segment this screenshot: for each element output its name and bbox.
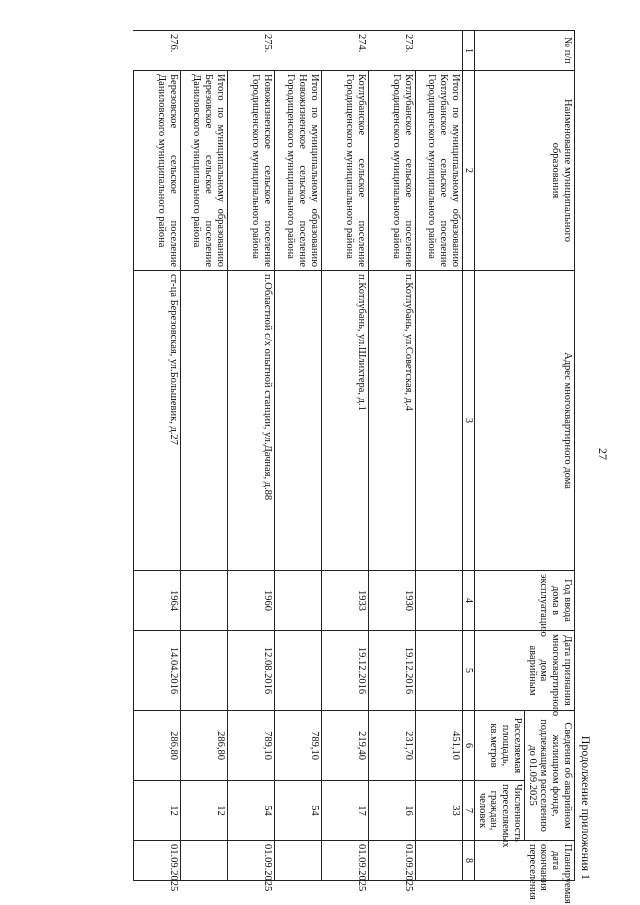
year-cell: 1930 [368, 571, 415, 631]
date-cell: 12.08.2016 [227, 631, 274, 711]
people-cell: 17 [321, 781, 368, 841]
people-cell: 12 [133, 781, 180, 841]
resettlement-table [133, 30, 575, 904]
col-index: 8 [462, 841, 474, 881]
page-number: 27 [596, 448, 610, 460]
area-cell: 789,10 [274, 711, 321, 781]
col-index: 2 [462, 71, 474, 271]
municipality-cell: Новожизненское сельское поселение Городищенского муниципального района [227, 71, 274, 271]
subtotal-row [180, 31, 227, 881]
area-cell: 286,80 [180, 711, 227, 781]
subtotal-label: Итого по муниципальному образованию Новожизненское сельское поселение Городищенского муниципального района [274, 71, 321, 271]
address-cell: п.Котлубань, ул.Шлихтера, д.1 [321, 271, 368, 571]
col-index: 6 [462, 711, 474, 781]
col-index: 1 [462, 31, 474, 71]
municipality-cell: Котлубанское сельское поселение Городищенского муниципального района [368, 71, 415, 271]
document-page [60, 30, 610, 904]
municipality-cell: Котлубанское сельское поселение Городищенского муниципального района [321, 71, 368, 271]
continuation-note: Продолжение приложения 1 [579, 735, 593, 880]
subtotal-row [274, 31, 321, 881]
people-cell: 33 [415, 781, 462, 841]
date-cell: 19.12.2016 [321, 631, 368, 711]
address-cell: п.Котлубань, ул.Советская, д.4 [368, 271, 415, 571]
year-cell: 1933 [321, 571, 368, 631]
end-date-cell: 01.09.2025 [227, 841, 274, 881]
year-cell: 1964 [133, 571, 180, 631]
end-date-cell: 01.09.2025 [321, 841, 368, 881]
people-cell: 54 [274, 781, 321, 841]
row-number: 276. [133, 31, 180, 71]
col-header-end-date: Планируемая дата окончания переселения [475, 841, 575, 881]
people-cell: 16 [368, 781, 415, 841]
col-index: 4 [462, 571, 474, 631]
end-date-cell: 01.09.2025 [368, 841, 415, 881]
address-cell: ст-ца Березовская, ул.Большевик, д.27 [133, 271, 180, 571]
row-number: 275. [227, 31, 274, 71]
row-number: 274. [321, 31, 368, 71]
people-cell: 54 [227, 781, 274, 841]
area-cell: 286,80 [133, 711, 180, 781]
area-cell: 219,40 [321, 711, 368, 781]
date-cell: 19.12.2016 [368, 631, 415, 711]
table-row [133, 31, 180, 881]
col-index: 7 [462, 781, 474, 841]
area-cell: 789,10 [227, 711, 274, 781]
subtotal-row [415, 31, 462, 881]
address-cell: п.Областной с/х опытной станции, ул.Дачная, д.88 [227, 271, 274, 571]
table-row [227, 31, 274, 881]
col-header-municipality: Наименование муниципального образования [475, 71, 575, 271]
date-cell: 14.04.2016 [133, 631, 180, 711]
subtotal-label: Итого по муниципальному образованию Котлубанское сельское поселение Городищенского муниципального района [415, 71, 462, 271]
col-header-housing-info: Сведения об аварийном жилищном фонде, подлежащем расселению до 01.09.2025 [525, 711, 575, 841]
municipality-cell: Березовское сельское поселение Даниловского муниципального района [133, 71, 180, 271]
table-row [321, 31, 368, 881]
col-index: 5 [462, 631, 474, 711]
col-header-people: Численность переселяемых граждан, человек [475, 781, 525, 841]
col-header-year: Год ввода дома в эксплуатацию [475, 571, 575, 631]
col-index: 3 [462, 271, 474, 571]
subtotal-label: Итого по муниципальному образованию Березовское сельское поселение Даниловского муниципального района [180, 71, 227, 271]
col-header-address: Адрес многоквартирного дома [475, 271, 575, 571]
people-cell: 12 [180, 781, 227, 841]
col-header-date: Дата признания многоквартирного дома аварийным [475, 631, 575, 711]
end-date-cell: 01.09.2025 [133, 841, 180, 881]
year-cell: 1960 [227, 571, 274, 631]
row-number: 273. [368, 31, 415, 71]
area-cell: 231,70 [368, 711, 415, 781]
col-header-num: № п/п [475, 31, 575, 71]
area-cell: 451,10 [415, 711, 462, 781]
table-row [368, 31, 415, 881]
col-header-area: Расселяемая площадь, кв.метров [475, 711, 525, 781]
